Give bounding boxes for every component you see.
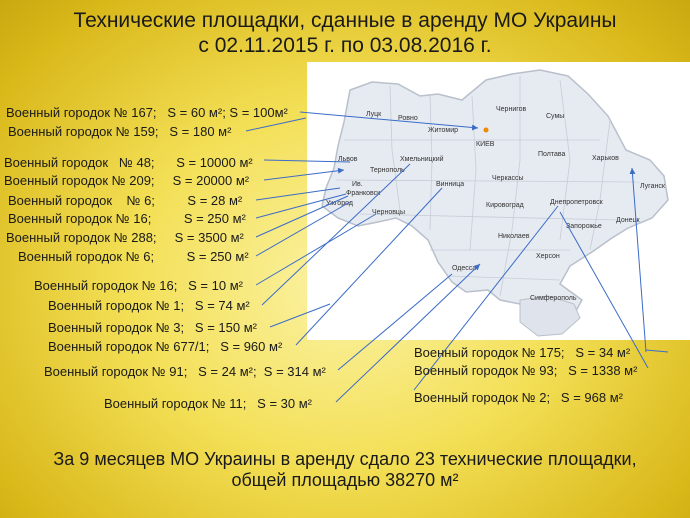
- svg-text:Черкассы: Черкассы: [492, 175, 524, 182]
- label-gorodok-288: Военный городок № 288; S = 3500 м²: [6, 230, 244, 245]
- label-gorodok-209: Военный городок № 209; S = 20000 м²: [4, 173, 250, 188]
- footer-line-2: общей площадью 38270 м²: [231, 470, 459, 490]
- label-gorodok-16a: Военный городок № 16; S = 250 м²: [8, 211, 246, 226]
- svg-text:Симферополь: Симферополь: [530, 295, 577, 302]
- svg-text:Полтава: Полтава: [538, 151, 566, 158]
- label-gorodok-91: Военный городок № 91; S = 24 м²; S = 314 м²: [44, 364, 326, 379]
- label-gorodok-48: Военный городок № 48; S = 10000 м²: [4, 155, 253, 170]
- label-gorodok-6a: Военный городок № 6; S = 28 м²: [8, 193, 243, 208]
- title-line-1: Технические площадки, сданные в аренду МО Украины: [73, 9, 617, 32]
- label-gorodok-159: Военный городок № 159; S = 180 м²: [8, 124, 232, 139]
- svg-text:Тернополь: Тернополь: [370, 167, 405, 174]
- summary-footer: [0, 449, 690, 491]
- footer-line-1: За 9 месяцев МО Украины в аренду сдало 23 технические площадки,: [53, 449, 637, 469]
- label-gorodok-167: Военный городок № 167; S = 60 м²; S = 100м²: [6, 105, 288, 120]
- svg-text:Львов: Львов: [338, 156, 358, 163]
- svg-text:Донецк: Донецк: [616, 217, 640, 224]
- svg-text:Ужгород: Ужгород: [326, 200, 353, 207]
- svg-text:Винница: Винница: [436, 181, 465, 188]
- svg-text:Луганск: Луганск: [640, 183, 665, 190]
- svg-text:Днепропетровск: Днепропетровск: [550, 199, 603, 206]
- svg-text:Херсон: Херсон: [536, 253, 560, 260]
- svg-text:Ив.: Ив.: [352, 181, 363, 188]
- svg-text:Кировоград: Кировоград: [486, 202, 524, 209]
- svg-text:Харьков: Харьков: [592, 155, 619, 162]
- svg-text:Одесса: Одесса: [452, 265, 477, 272]
- ukraine-outline: [322, 70, 668, 330]
- svg-text:Ровно: Ровно: [398, 115, 418, 122]
- svg-text:Сумы: Сумы: [546, 113, 565, 120]
- svg-text:Луцк: Луцк: [366, 111, 382, 118]
- svg-text:Франковск: Франковск: [346, 190, 381, 197]
- label-gorodok-3: Военный городок № 3; S = 150 м²: [48, 320, 257, 335]
- label-gorodok-6b: Военный городок № 6; S = 250 м²: [18, 249, 249, 264]
- label-gorodok-677: Военный городок № 677/1; S = 960 м²: [48, 339, 283, 354]
- label-gorodok-2: Военный городок № 2; S = 968 м²: [414, 390, 623, 405]
- svg-text:Хмельницкий: Хмельницкий: [400, 156, 444, 163]
- title-line-2: с 02.11.2015 г. по 03.08.2016 г.: [198, 34, 492, 57]
- label-gorodok-11: Военный городок № 11; S = 30 м²: [104, 396, 313, 411]
- svg-text:Запорожье: Запорожье: [566, 223, 602, 230]
- label-gorodok-175: Военный городок № 175; S = 34 м²: [414, 345, 631, 360]
- svg-text:Николаев: Николаев: [498, 233, 530, 240]
- svg-text:Житомир: Житомир: [428, 127, 459, 134]
- label-gorodok-1: Военный городок № 1; S = 74 м²: [48, 298, 250, 313]
- svg-text:КИЕВ: КИЕВ: [476, 141, 495, 148]
- svg-text:Чернигов: Чернигов: [496, 106, 527, 113]
- svg-text:Черновцы: Черновцы: [372, 209, 405, 216]
- label-gorodok-16b: Военный городок № 16; S = 10 м²: [34, 278, 243, 293]
- label-gorodok-93: Военный городок № 93; S = 1338 м²: [414, 363, 638, 378]
